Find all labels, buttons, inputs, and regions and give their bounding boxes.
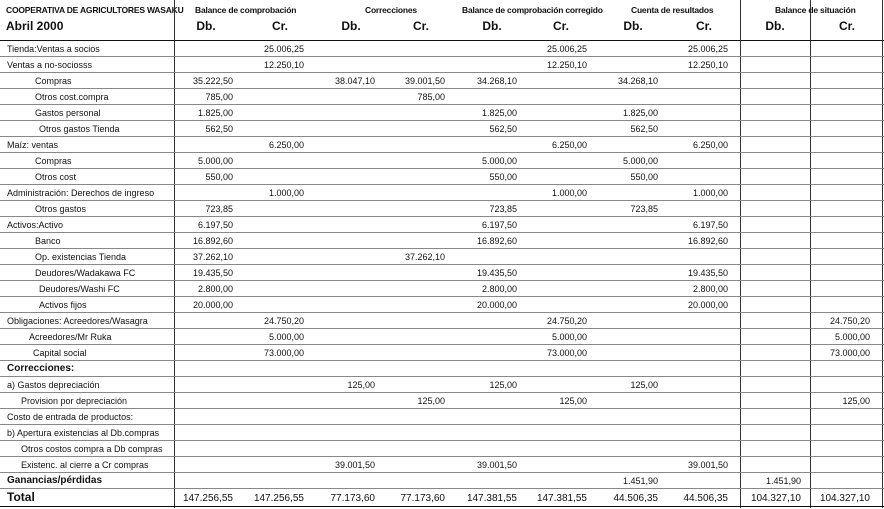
table-row xyxy=(0,73,884,89)
debit-cell: 2.800,00 xyxy=(197,284,233,294)
credit-cell: 125,00 xyxy=(842,396,870,406)
debit-cell: 562,50 xyxy=(205,124,233,134)
credit-column-header: Cr. xyxy=(412,19,429,33)
debit-cell: 5.000,00 xyxy=(622,156,658,166)
debit-cell: 44.506,35 xyxy=(613,493,658,504)
row-label: b) Apertura existencias al Db.compras xyxy=(7,428,160,438)
debit-cell: 34.268,10 xyxy=(476,76,517,86)
group-header-corrections: Correcciones xyxy=(365,5,417,15)
debit-column-header: Db. xyxy=(623,19,643,33)
credit-cell: 19.435,50 xyxy=(687,268,728,278)
row-label: Capital social xyxy=(33,348,87,358)
table-row xyxy=(0,409,884,425)
table-row xyxy=(0,169,884,185)
credit-cell: 147.381,55 xyxy=(536,493,587,504)
credit-cell: 6.250,00 xyxy=(692,140,728,150)
credit-cell: 6.250,00 xyxy=(268,140,304,150)
debit-cell: 1.825,00 xyxy=(622,108,658,118)
debit-cell: 104.327,10 xyxy=(750,493,801,504)
table-row xyxy=(0,57,884,73)
group-header-adjusted-balance: Balance de comprobación corregido xyxy=(462,5,603,15)
period-label: Abril 2000 xyxy=(6,19,64,33)
debit-cell: 16.892,60 xyxy=(192,236,233,246)
credit-cell: 1.000,00 xyxy=(692,188,728,198)
row-label: Compras xyxy=(35,76,72,86)
debit-cell: 2.800,00 xyxy=(481,284,517,294)
group-header-trial-balance: Balance de comprobación xyxy=(195,5,297,15)
debit-cell: 562,50 xyxy=(630,124,658,134)
credit-cell: 125,00 xyxy=(417,396,445,406)
credit-cell: 12.250,10 xyxy=(263,60,304,70)
row-label: Administración: Derechos de ingreso xyxy=(7,188,155,198)
table-row xyxy=(0,345,884,361)
debit-cell: 39.001,50 xyxy=(334,460,375,470)
row-label: Total xyxy=(7,490,35,504)
credit-cell: 6.197,50 xyxy=(692,220,728,230)
table-row xyxy=(0,137,884,153)
row-label: Costo de entrada de productos: xyxy=(7,412,134,422)
debit-cell: 550,00 xyxy=(630,172,658,182)
table-row xyxy=(0,313,884,329)
credit-cell: 147.256,55 xyxy=(253,493,304,504)
debit-cell: 38.047,10 xyxy=(334,76,375,86)
debit-cell: 723,85 xyxy=(205,204,233,214)
table-row xyxy=(0,441,884,457)
row-label: Activos fijos xyxy=(39,300,87,310)
debit-cell: 550,00 xyxy=(205,172,233,182)
table-row xyxy=(0,265,884,281)
debit-cell: 34.268,10 xyxy=(617,76,658,86)
table-row xyxy=(0,105,884,121)
debit-cell: 125,00 xyxy=(630,380,658,390)
table-row xyxy=(0,185,884,201)
row-label: Otros cost.compra xyxy=(35,92,109,102)
table-row xyxy=(0,393,884,409)
debit-cell: 5.000,00 xyxy=(197,156,233,166)
credit-cell: 5.000,00 xyxy=(268,332,304,342)
row-label: Compras xyxy=(35,156,72,166)
table-row xyxy=(0,249,884,265)
debit-cell: 77.173,60 xyxy=(330,493,375,504)
credit-cell: 73.000,00 xyxy=(263,348,304,358)
bottom-rule xyxy=(0,506,884,507)
credit-cell: 25.006,25 xyxy=(263,44,304,54)
debit-column-header: Db. xyxy=(196,19,216,33)
company-title: COOPERATIVA DE AGRICULTORES WASAKU xyxy=(6,5,184,15)
credit-cell: 5.000,00 xyxy=(834,332,870,342)
debit-cell: 125,00 xyxy=(347,380,375,390)
row-label: Deudores/Washi FC xyxy=(39,284,120,294)
credit-column-header: Cr. xyxy=(838,19,855,33)
credit-cell: 73.000,00 xyxy=(829,348,870,358)
credit-cell: 12.250,10 xyxy=(546,60,587,70)
debit-cell: 147.256,55 xyxy=(182,493,233,504)
debit-cell: 723,85 xyxy=(489,204,517,214)
credit-column-header: Cr. xyxy=(695,19,712,33)
credit-cell: 24.750,20 xyxy=(829,316,870,326)
debit-column-header: Db. xyxy=(765,19,785,33)
credit-cell: 20.000,00 xyxy=(687,300,728,310)
table-row xyxy=(0,361,884,377)
row-label: Ganancias/pérdidas xyxy=(7,475,103,486)
credit-cell: 6.250,00 xyxy=(551,140,587,150)
debit-cell: 19.435,50 xyxy=(192,268,233,278)
row-label: Otros cost xyxy=(35,172,77,182)
debit-cell: 550,00 xyxy=(489,172,517,182)
row-label: Obligaciones: Acreedores/Wasagra xyxy=(7,316,148,326)
debit-cell: 6.197,50 xyxy=(197,220,233,230)
credit-cell: 39.001,50 xyxy=(404,76,445,86)
debit-cell: 6.197,50 xyxy=(481,220,517,230)
credit-cell: 37.262,10 xyxy=(404,252,445,262)
credit-cell: 2.800,00 xyxy=(692,284,728,294)
credit-cell: 73.000,00 xyxy=(546,348,587,358)
group-header-income-statement: Cuenta de resultados xyxy=(631,5,714,15)
row-label: Deudores/Wadakawa FC xyxy=(35,268,136,278)
credit-cell: 125,00 xyxy=(559,396,587,406)
row-label: Otros gastos xyxy=(35,204,87,214)
debit-cell: 35.222,50 xyxy=(192,76,233,86)
credit-cell: 44.506,35 xyxy=(683,493,728,504)
credit-cell: 104.327,10 xyxy=(819,493,870,504)
table-row xyxy=(0,89,884,105)
row-label: Ventas a no-sociosss xyxy=(7,60,93,70)
credit-cell: 24.750,20 xyxy=(263,316,304,326)
table-row xyxy=(0,233,884,249)
debit-cell: 1.451,90 xyxy=(622,476,658,486)
credit-cell: 24.750,20 xyxy=(546,316,587,326)
table-row xyxy=(0,41,884,57)
credit-cell: 25.006,25 xyxy=(546,44,587,54)
row-label: Op. existencias Tienda xyxy=(35,252,127,262)
row-label: Provision por depreciación xyxy=(21,396,128,406)
table-row xyxy=(0,281,884,297)
debit-cell: 39.001,50 xyxy=(476,460,517,470)
credit-cell: 1.000,00 xyxy=(551,188,587,198)
credit-cell: 39.001,50 xyxy=(687,460,728,470)
debit-cell: 1.825,00 xyxy=(197,108,233,118)
row-label: Otros costos compra a Db compras xyxy=(21,444,163,454)
table-row xyxy=(0,217,884,233)
credit-cell: 5.000,00 xyxy=(551,332,587,342)
table-row xyxy=(0,153,884,169)
debit-column-header: Db. xyxy=(482,19,502,33)
debit-cell: 19.435,50 xyxy=(476,268,517,278)
debit-cell: 16.892,60 xyxy=(476,236,517,246)
table-row xyxy=(0,457,884,473)
credit-cell: 1.000,00 xyxy=(268,188,304,198)
debit-cell: 37.262,10 xyxy=(192,252,233,262)
debit-cell: 562,50 xyxy=(489,124,517,134)
table-row xyxy=(0,473,884,489)
credit-cell: 785,00 xyxy=(417,92,445,102)
table-row xyxy=(0,201,884,217)
debit-cell: 5.000,00 xyxy=(481,156,517,166)
debit-cell: 20.000,00 xyxy=(476,300,517,310)
credit-cell: 12.250,10 xyxy=(687,60,728,70)
row-label: Existenc. al cierre a Cr compras xyxy=(21,460,149,470)
credit-column-header: Cr. xyxy=(271,19,288,33)
row-label: Correcciones: xyxy=(7,363,75,374)
debit-cell: 1.451,90 xyxy=(765,476,801,486)
debit-cell: 785,00 xyxy=(205,92,233,102)
debit-cell: 147.381,55 xyxy=(466,493,517,504)
row-label: Otros gastos Tienda xyxy=(39,124,120,134)
debit-cell: 1.825,00 xyxy=(481,108,517,118)
row-label: Gastos personal xyxy=(35,108,101,118)
row-label: Activos:Activo xyxy=(7,220,64,230)
row-label: Acreedores/Mr Ruka xyxy=(29,332,112,342)
row-label: Maíz: ventas xyxy=(7,140,59,150)
credit-cell: 25.006,25 xyxy=(687,44,728,54)
table-row xyxy=(0,425,884,441)
table-row xyxy=(0,329,884,345)
row-label: a) Gastos depreciación xyxy=(7,380,100,390)
debit-cell: 20.000,00 xyxy=(192,300,233,310)
table-row xyxy=(0,377,884,393)
table-row xyxy=(0,121,884,137)
debit-cell: 125,00 xyxy=(489,380,517,390)
debit-cell: 723,85 xyxy=(630,204,658,214)
row-label: Banco xyxy=(35,236,61,246)
credit-column-header: Cr. xyxy=(552,19,569,33)
table-row xyxy=(0,297,884,313)
credit-cell: 77.173,60 xyxy=(400,493,445,504)
row-label: Tienda:Ventas a socios xyxy=(7,44,100,54)
debit-column-header: Db. xyxy=(341,19,361,33)
credit-cell: 16.892,60 xyxy=(687,236,728,246)
group-header-balance-sheet: Balance de situación xyxy=(775,5,856,15)
